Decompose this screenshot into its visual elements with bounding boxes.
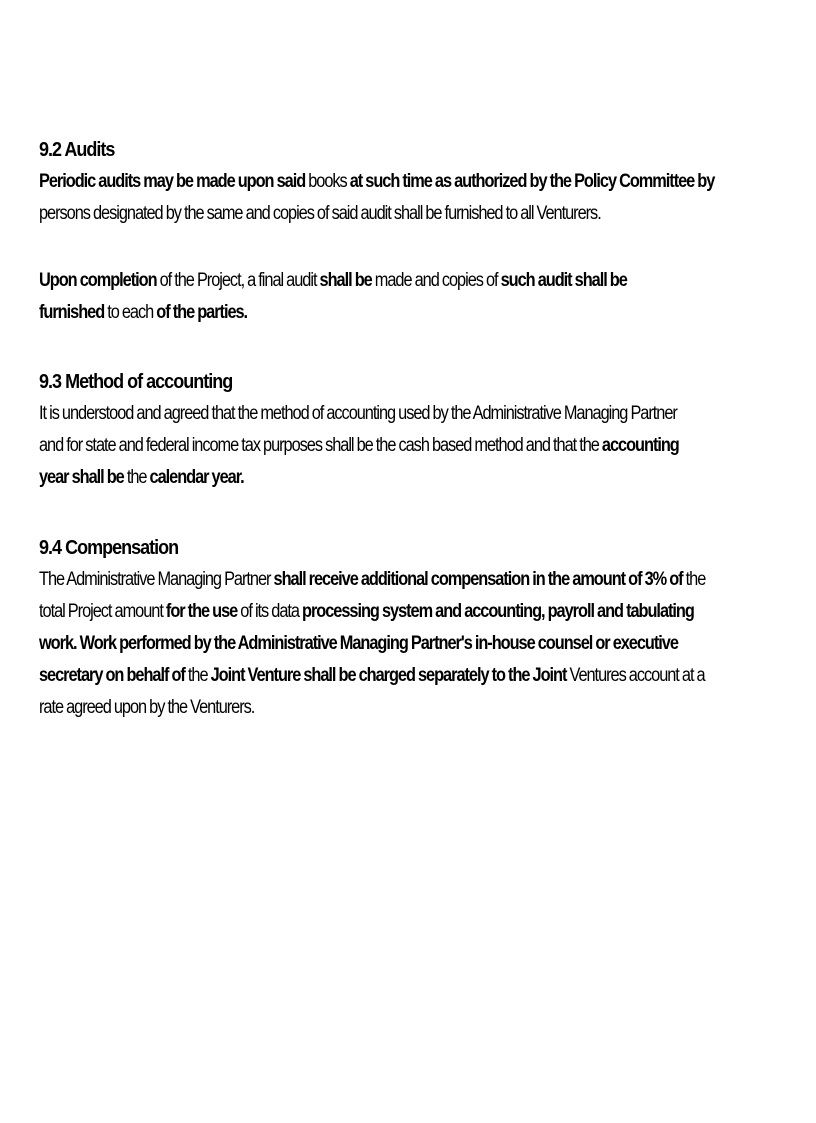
bold-run: furnished — [39, 302, 105, 323]
heading-text: 9.2 Audits — [39, 139, 115, 161]
paragraph-line — [39, 564, 706, 596]
text-run: books — [305, 171, 350, 192]
text-run: Ventures account at a — [566, 665, 705, 686]
paragraph-line — [39, 660, 705, 692]
paragraph-line — [39, 198, 680, 230]
text-run: the — [682, 569, 706, 590]
bold-run: work. Work performed by the Administrative Managing Partner's in-house counsel or executive — [39, 633, 678, 654]
paragraph-line — [39, 596, 694, 628]
text-run: It is understood and agreed that the method of accounting used by the Administrative Managing Partner — [39, 403, 677, 424]
paragraph-line — [39, 462, 680, 494]
text-run: of its data — [237, 601, 303, 622]
compensation-paragraph — [39, 564, 784, 724]
text-run: the — [184, 665, 211, 686]
paragraph-line — [39, 398, 680, 430]
text-run: to each — [104, 302, 157, 323]
bold-run: year shall be — [39, 467, 124, 488]
section-heading — [39, 366, 784, 398]
section-audits — [39, 134, 784, 230]
paragraph-line — [39, 430, 680, 462]
heading-text: 9.4 Compensation — [39, 537, 179, 559]
audits-paragraph-1 — [39, 166, 784, 230]
bold-run: of the parties. — [156, 302, 248, 323]
bold-run: shall be — [319, 270, 372, 291]
bold-run: accounting — [601, 435, 679, 456]
paragraph-line — [39, 166, 715, 198]
bold-run: shall receive additional compensation in the amount of 3% of — [273, 569, 683, 590]
bold-run: calendar year. — [149, 467, 244, 488]
bold-run: Upon completion — [39, 270, 157, 291]
text-run: persons designated by the same and copies of said audit shall be furnished to all Venturers. — [39, 203, 601, 224]
section-method-of-accounting — [39, 366, 784, 494]
audits-paragraph-2 — [39, 265, 784, 329]
section-heading — [39, 134, 784, 166]
bold-run: at such time as authorized by the Policy Committee by — [349, 171, 715, 192]
section-compensation — [39, 532, 784, 724]
text-run: made and copies of — [371, 270, 501, 291]
paragraph-line — [39, 265, 680, 297]
text-run: rate agreed upon by the Venturers. — [39, 697, 255, 718]
text-run: The Administrative Managing Partner — [39, 569, 274, 590]
paragraph — [39, 265, 784, 329]
method-paragraph — [39, 398, 784, 494]
text-run: total Project amount — [39, 601, 166, 622]
text-run: of the Project, a final audit — [156, 270, 320, 291]
bold-run: such audit shall be — [500, 270, 627, 291]
text-run: and for state and federal income tax purposes shall be the cash based method and that the — [39, 435, 602, 456]
bold-run: Periodic audits may be made upon said — [39, 171, 306, 192]
paragraph-line — [39, 692, 680, 724]
heading-text: 9.3 Method of accounting — [39, 371, 233, 393]
bold-run: for the use — [165, 601, 238, 622]
paragraph-line — [39, 297, 680, 329]
text-run: the — [123, 467, 150, 488]
section-heading — [39, 532, 784, 564]
paragraph-line — [39, 628, 680, 660]
bold-run: secretary on behalf of — [39, 665, 185, 686]
bold-run: Joint Venture shall be charged separately to the Joint — [210, 665, 567, 686]
bold-run: processing system and accounting, payroll and tabulating — [302, 601, 694, 622]
